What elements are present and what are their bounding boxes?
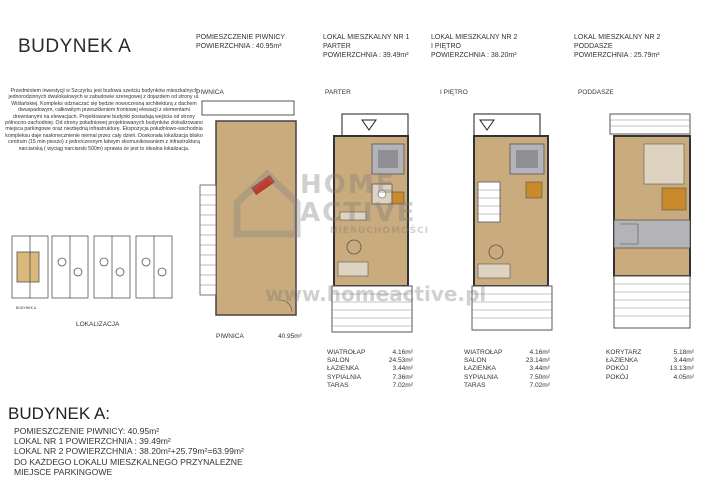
room-row bbox=[464, 357, 550, 365]
room-name: SALON bbox=[464, 357, 487, 365]
room-row bbox=[327, 357, 413, 365]
room-row bbox=[464, 382, 550, 390]
room-row bbox=[606, 365, 694, 373]
summary-title: BUDYNEK A: bbox=[8, 404, 111, 423]
room-row bbox=[327, 374, 413, 382]
room-name: POKÓJ bbox=[606, 373, 629, 381]
room-area: 4.16m² bbox=[392, 349, 413, 356]
header-lokal2b-line2: PODDASZE bbox=[574, 43, 613, 50]
site-plan bbox=[10, 232, 180, 310]
room-area: 7.50m² bbox=[529, 373, 550, 381]
watermark-line3: NIERUCHOMOŚCI bbox=[330, 226, 430, 236]
watermark-url: www.homeactive.pl bbox=[265, 282, 487, 306]
room-row bbox=[606, 374, 694, 382]
room-area: 4.05m² bbox=[673, 373, 694, 381]
rooms-parter bbox=[327, 349, 413, 390]
room-name: ŁAZIENKA bbox=[464, 365, 496, 373]
label-piwnica-top: PIWNICA bbox=[196, 89, 224, 96]
room-row bbox=[327, 365, 413, 373]
summary-line: MIEJSCE PARKINGOWE bbox=[14, 466, 113, 477]
room-area: 7.02m² bbox=[529, 381, 550, 389]
room-row bbox=[464, 349, 550, 357]
plan-poddasze bbox=[604, 112, 700, 334]
room-name: SYPIALNIA bbox=[464, 373, 499, 381]
header-lokal2-line2: I PIĘTRO bbox=[431, 43, 461, 50]
label-lokalizacja: LOKALIZACJA bbox=[76, 321, 120, 328]
label-piwnica-bottom: PIWNICA bbox=[216, 333, 244, 340]
header-lokal2-line1: LOKAL MIESZKALNY NR 2 bbox=[431, 34, 518, 41]
room-name: SALON bbox=[327, 357, 350, 365]
room-area: 23.14m² bbox=[525, 357, 550, 365]
header-piwnica bbox=[196, 33, 285, 51]
investment-description: Przedmiotem inwestycji w Szczyrku jest budowa sześciu budynków mieszkalnych jednorodzinnych dwulokalowych w zabudowie szeregowej z dojazdem od strony ul. Wiślańskiej. Kompleks odznaczać się będzie nowoczesną architekturą z dachem dwuspadowym, całkowitym przeszkleniem frontowej elewacji z elementami drewnianymi na elewacjach. Projektowane budynki posiadają wejścia od strony północno-zachodniej. Od strony południowej projektowanych budynków zlokalizowano miejsca parkingowe oraz niezbędną infrastrukturę. Ekspozycja południowo-wschodnia kompleksu daje nasłonecznienie niemal przez cały dzień. Doskonała lokalizacja blisko centrum (15 min pieszo) z jednoczesnym łatwym skomunikowaniem z infrastrukturą narciarską ( wyciąg narciarski 500m) sprawia że jest to idealna lokalizacja. bbox=[5, 88, 203, 152]
watermark-house-icon bbox=[232, 168, 302, 238]
watermark-line2: ACTIVE bbox=[300, 198, 417, 228]
room-row bbox=[464, 374, 550, 382]
header-piwnica-line2: POWIERZCHNIA : 40.95m² bbox=[196, 43, 282, 50]
summary-line: LOKAL NR 1 POWIERZCHNIA : 39.49m² bbox=[14, 436, 171, 447]
header-lokal1 bbox=[323, 33, 409, 60]
header-lokal2 bbox=[431, 33, 517, 60]
watermark-line1: HOME bbox=[300, 170, 396, 200]
header-lokal1-line1: LOKAL MIESZKALNY NR 1 bbox=[323, 34, 410, 41]
room-area: 3.44m² bbox=[529, 365, 550, 373]
room-area: 24.53m² bbox=[388, 357, 413, 365]
rooms-pietro bbox=[464, 349, 550, 390]
label-piwnica-area: 40.95m² bbox=[278, 333, 302, 340]
rooms-poddasze bbox=[606, 349, 694, 382]
room-name: WIATROŁAP bbox=[464, 349, 503, 356]
header-lokal2b bbox=[574, 33, 660, 60]
room-name: ŁAZIENKA bbox=[606, 357, 638, 365]
header-lokal2b-line3: POWIERZCHNIA : 25.79m² bbox=[574, 52, 660, 59]
header-lokal1-line3: POWIERZCHNIA : 39.49m² bbox=[323, 52, 409, 59]
room-row bbox=[327, 382, 413, 390]
site-plan-caption: BUDYNEK A bbox=[16, 306, 37, 310]
room-name: KORYTARZ bbox=[606, 349, 642, 356]
summary-line: LOKAL NR 2 POWIERZCHNIA : 38.20m²+25.79m²=63.99m² bbox=[14, 446, 244, 457]
summary-line: DO KAŻDEGO LOKALU MIESZKALNEGO PRZYNALEŻNE bbox=[14, 456, 243, 467]
room-area: 5.18m² bbox=[673, 349, 694, 356]
summary-line: POMIESZCZENIE PIWNICY: 40.95m² bbox=[14, 426, 160, 436]
room-name: TARAS bbox=[327, 381, 349, 389]
label-pietro: I PIĘTRO bbox=[440, 89, 468, 96]
label-poddasze: PODDASZE bbox=[578, 89, 614, 96]
page-title: BUDYNEK A bbox=[18, 36, 132, 57]
room-row bbox=[464, 365, 550, 373]
room-row bbox=[606, 349, 694, 357]
room-area: 4.16m² bbox=[529, 349, 550, 356]
room-name: POKÓJ bbox=[606, 365, 629, 373]
room-area: 3.44m² bbox=[673, 357, 694, 365]
header-lokal2b-line1: LOKAL MIESZKALNY NR 2 bbox=[574, 34, 661, 41]
header-lokal1-line2: PARTER bbox=[323, 43, 351, 50]
room-row bbox=[327, 349, 413, 357]
room-name: TARAS bbox=[464, 381, 486, 389]
room-area: 13.13m² bbox=[669, 365, 694, 373]
room-name: ŁAZIENKA bbox=[327, 365, 359, 373]
label-parter: PARTER bbox=[325, 89, 351, 96]
room-area: 7.02m² bbox=[392, 381, 413, 389]
room-name: WIATROŁAP bbox=[327, 349, 366, 356]
room-area: 3.44m² bbox=[392, 365, 413, 373]
room-area: 7.36m² bbox=[392, 373, 413, 381]
summary bbox=[14, 426, 244, 477]
header-piwnica-line1: POMIESZCZENIE PIWNICY bbox=[196, 34, 286, 41]
header-lokal2-line3: POWIERZCHNIA : 38.20m² bbox=[431, 52, 517, 59]
room-name: SYPIALNIA bbox=[327, 373, 362, 381]
